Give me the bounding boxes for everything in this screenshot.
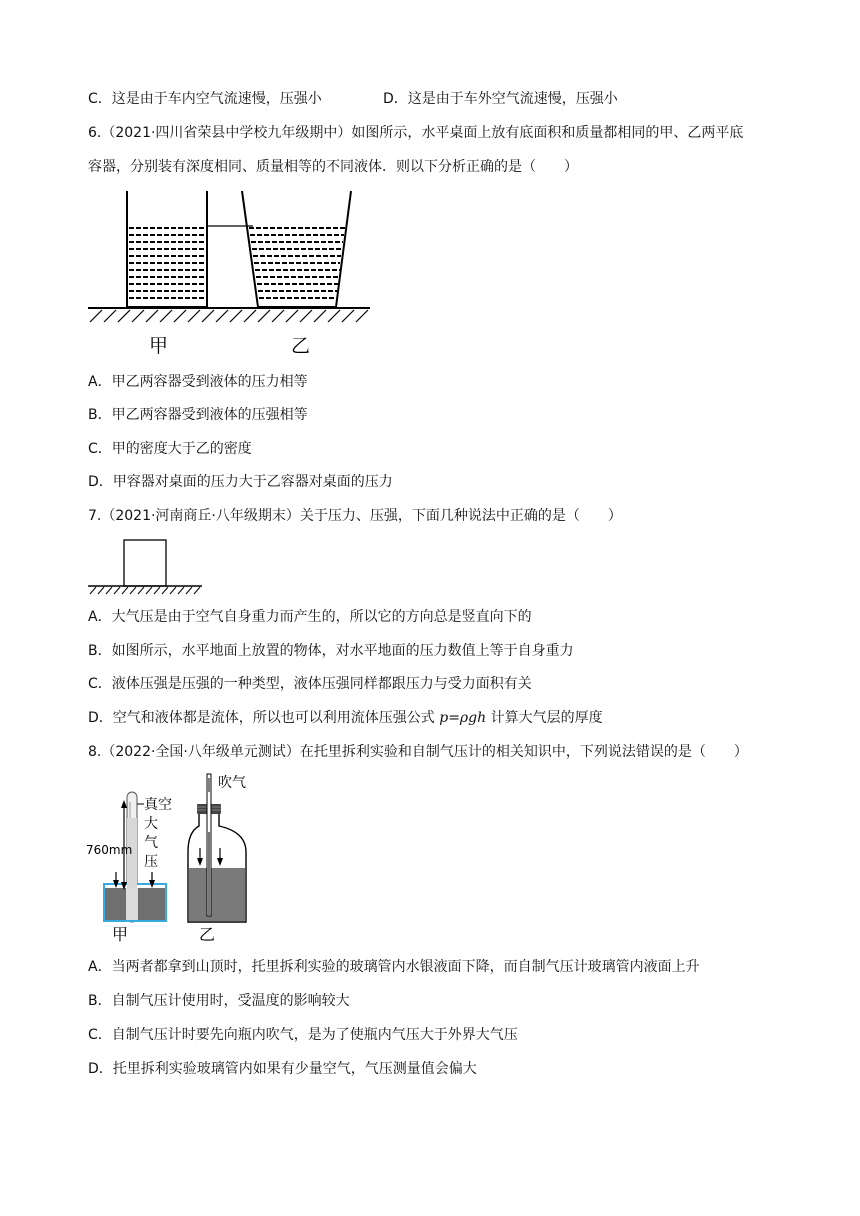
label-yi-q8: 乙: [199, 925, 216, 944]
q7-option-d: [88, 708, 603, 728]
label-atm-1: 大: [144, 816, 158, 832]
label-vacuum: 真空: [144, 797, 172, 813]
q7-formula: p=ρgh: [439, 710, 487, 726]
q6-option-c: C．甲的密度大于乙的密度: [88, 441, 252, 457]
container-jia: [127, 191, 207, 307]
block: [124, 540, 166, 586]
label-jia-q8: 甲: [112, 925, 129, 944]
q6-option-d: D．甲容器对桌面的压力大于乙容器对桌面的压力: [88, 474, 393, 490]
label-blow: 吹气: [218, 775, 246, 791]
q5-option-d: D．这是由于车外空气流速慢，压强小: [383, 91, 618, 107]
torricelli-apparatus: [86, 792, 172, 944]
label-yi: 乙: [291, 335, 311, 357]
q8-figure: [86, 772, 286, 947]
q7-option-d-text-pre: D．空气和液体都是流体，所以也可以利用流体压强公式: [88, 710, 440, 726]
label-760mm: 760mm: [86, 843, 133, 857]
q7-figure: [86, 536, 206, 598]
container-yi: [242, 191, 351, 307]
q6-stem-line1: 6.（2021·四川省荣县中学校九年级期中）如图所示，水平桌面上放有底面积和质量都相同的甲、乙两平底: [88, 125, 744, 141]
q7-stem: 7.（2021·河南商丘·八年级期末）关于压力、压强，下面几种说法中正确的是（ ）: [88, 508, 622, 524]
label-atm-2: 气: [144, 835, 158, 851]
q8-option-a: A．当两者都拿到山顶时，托里拆利实验的玻璃管内水银液面下降，而自制气压计玻璃管内液面上升: [88, 959, 700, 975]
q8-option-b: B．自制气压计使用时，受温度的影响较大: [88, 993, 350, 1009]
q7-option-c: C．液体压强是压强的一种类型，液体压强同样都跟压力与受力面积有关: [88, 676, 532, 692]
q7-option-b: B．如图所示，水平地面上放置的物体，对水平地面的压力数值上等于自身重力: [88, 643, 574, 659]
q6-figure: [86, 186, 376, 358]
label-jia: 甲: [149, 335, 169, 357]
q7-option-d-text-post: 计算大气层的厚度: [486, 710, 603, 726]
q8-option-d: D．托里拆利实验玻璃管内如果有少量空气，气压测量值会偏大: [88, 1061, 477, 1077]
label-atm-3: 压: [144, 854, 158, 870]
q5-option-c: C．这是由于车内空气流速慢，压强小: [88, 91, 322, 107]
q6-option-a: A．甲乙两容器受到液体的压力相等: [88, 374, 308, 390]
q8-stem: 8.（2022·全国·八年级单元测试）在托里拆利实验和自制气压计的相关知识中，下列说法错误的是（ ）: [88, 744, 748, 760]
q6-option-b: B．甲乙两容器受到液体的压强相等: [88, 407, 308, 423]
q6-stem-line2: 容器，分别装有深度相同、质量相等的不同液体．则以下分析正确的是（ ）: [88, 159, 578, 175]
q8-option-c: C．自制气压计时要先向瓶内吹气，是为了使瓶内气压大于外界大气压: [88, 1027, 518, 1043]
q7-option-a: A．大气压是由于空气自身重力而产生的，所以它的方向总是竖直向下的: [88, 609, 532, 625]
homemade-barometer: [188, 774, 246, 944]
